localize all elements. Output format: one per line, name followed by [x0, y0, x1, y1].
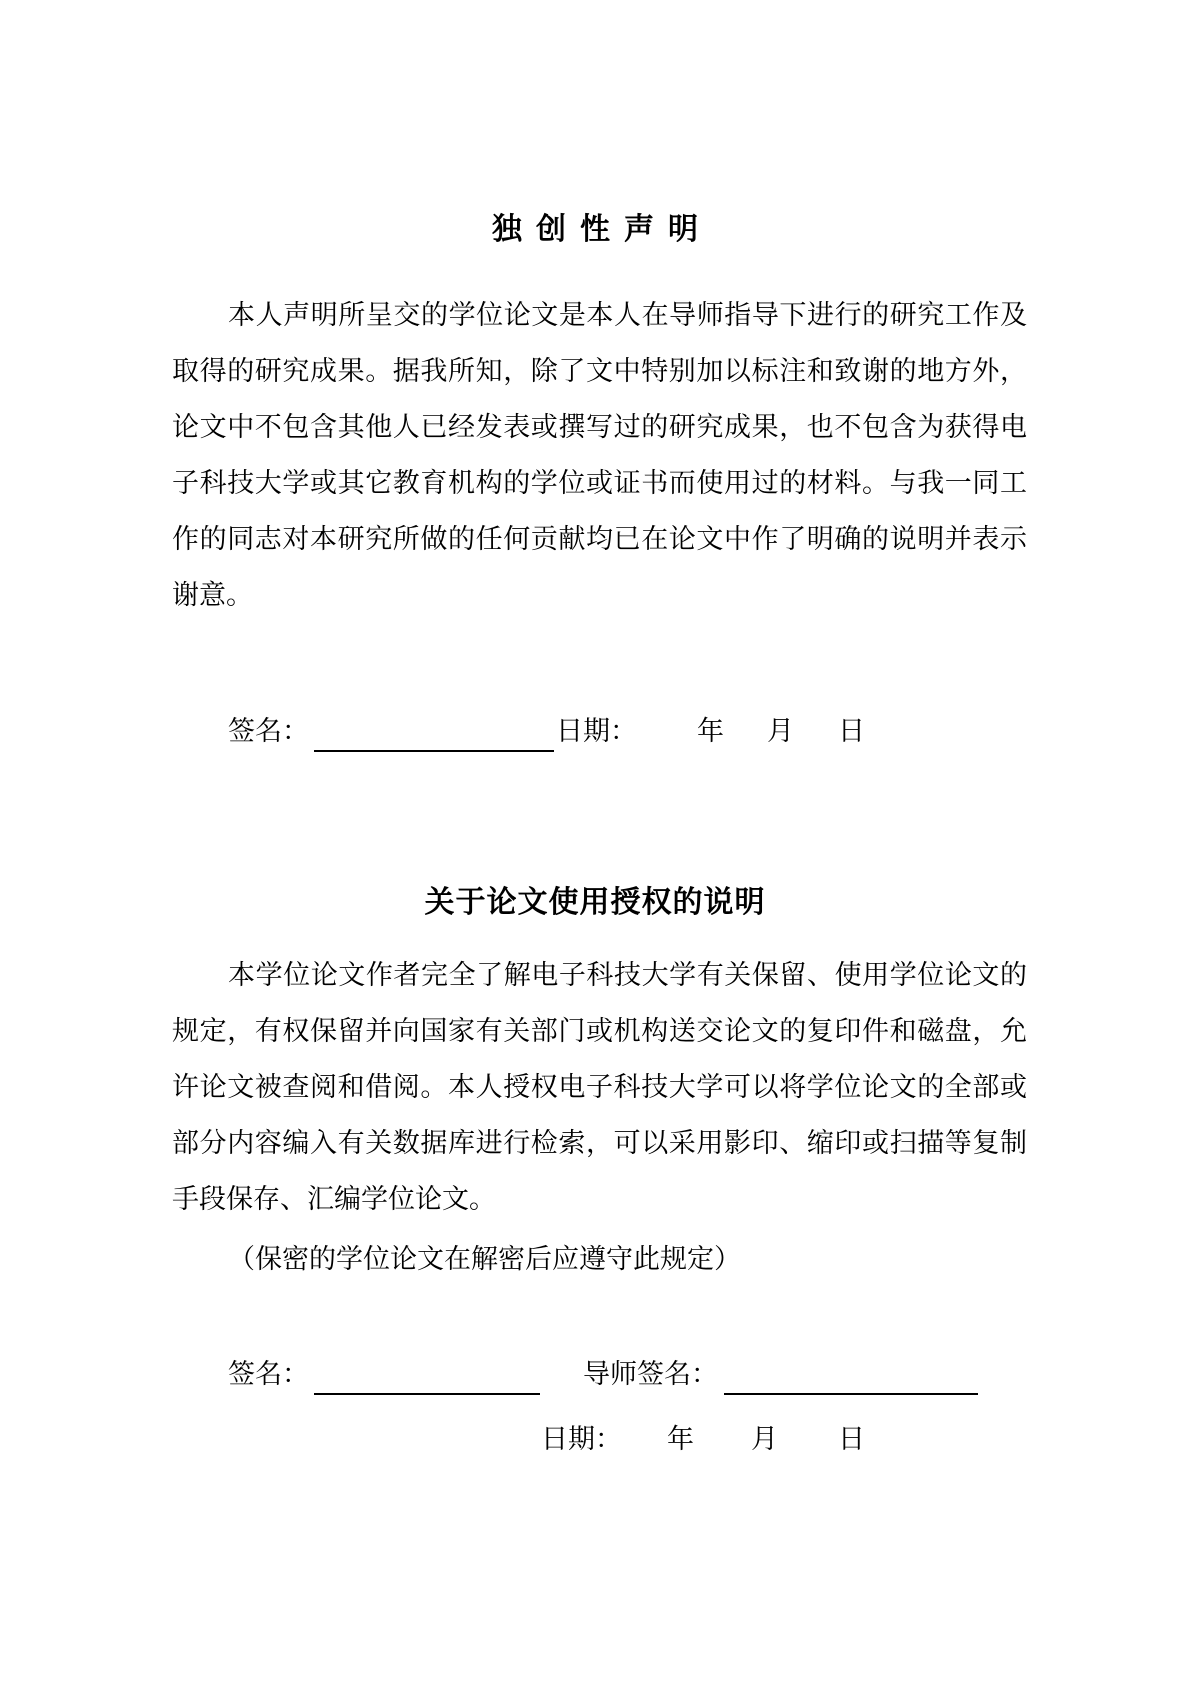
declaration-title: 独创性声明: [492, 212, 712, 247]
advisor-signature-line[interactable]: [724, 1355, 978, 1395]
authorization-month-label: 月: [751, 1424, 778, 1455]
declaration-day-label: 日: [838, 716, 865, 747]
declaration-year-label: 年: [697, 716, 724, 747]
declaration-date-label: 日期：: [556, 716, 637, 747]
authorization-year-label: 年: [667, 1424, 694, 1455]
authorization-signature-label: 签名：: [228, 1359, 309, 1390]
authorization-date-label: 日期：: [541, 1424, 622, 1455]
declaration-signature-label: 签名：: [228, 716, 309, 747]
authorization-signature-line[interactable]: [314, 1355, 540, 1395]
declaration-signature-line[interactable]: [314, 712, 554, 752]
advisor-signature-label: 导师签名：: [583, 1359, 718, 1390]
declaration-body: 本人声明所呈交的学位论文是本人在导师指导下进行的研究工作及取得的研究成果。据我所知，除了文中特别加以标注和致谢的地方外，论文中不包含其他人已经发表或撰写过的研究成果，也不包含为获得电子科技大学或其它教育机构的学位或证书而使用过的材料。与我一同工作的同志对本研究所做的任何贡献均已在论文中作了明确的说明并表示谢意。: [172, 300, 1027, 611]
declaration-month-label: 月: [767, 716, 794, 747]
authorization-title: 关于论文使用授权的说明: [424, 885, 766, 920]
authorization-body: 本学位论文作者完全了解电子科技大学有关保留、使用学位论文的规定，有权保留并向国家有关部门或机构送交论文的复印件和磁盘，允许论文被查阅和借阅。本人授权电子科技大学可以将学位论文的全部或部分内容编入有关数据库进行检索，可以采用影印、缩印或扫描等复制手段保存、汇编学位论文。: [172, 960, 1027, 1215]
authorization-day-label: 日: [838, 1424, 865, 1455]
authorization-note: （保密的学位论文在解密后应遵守此规定）: [228, 1244, 741, 1275]
